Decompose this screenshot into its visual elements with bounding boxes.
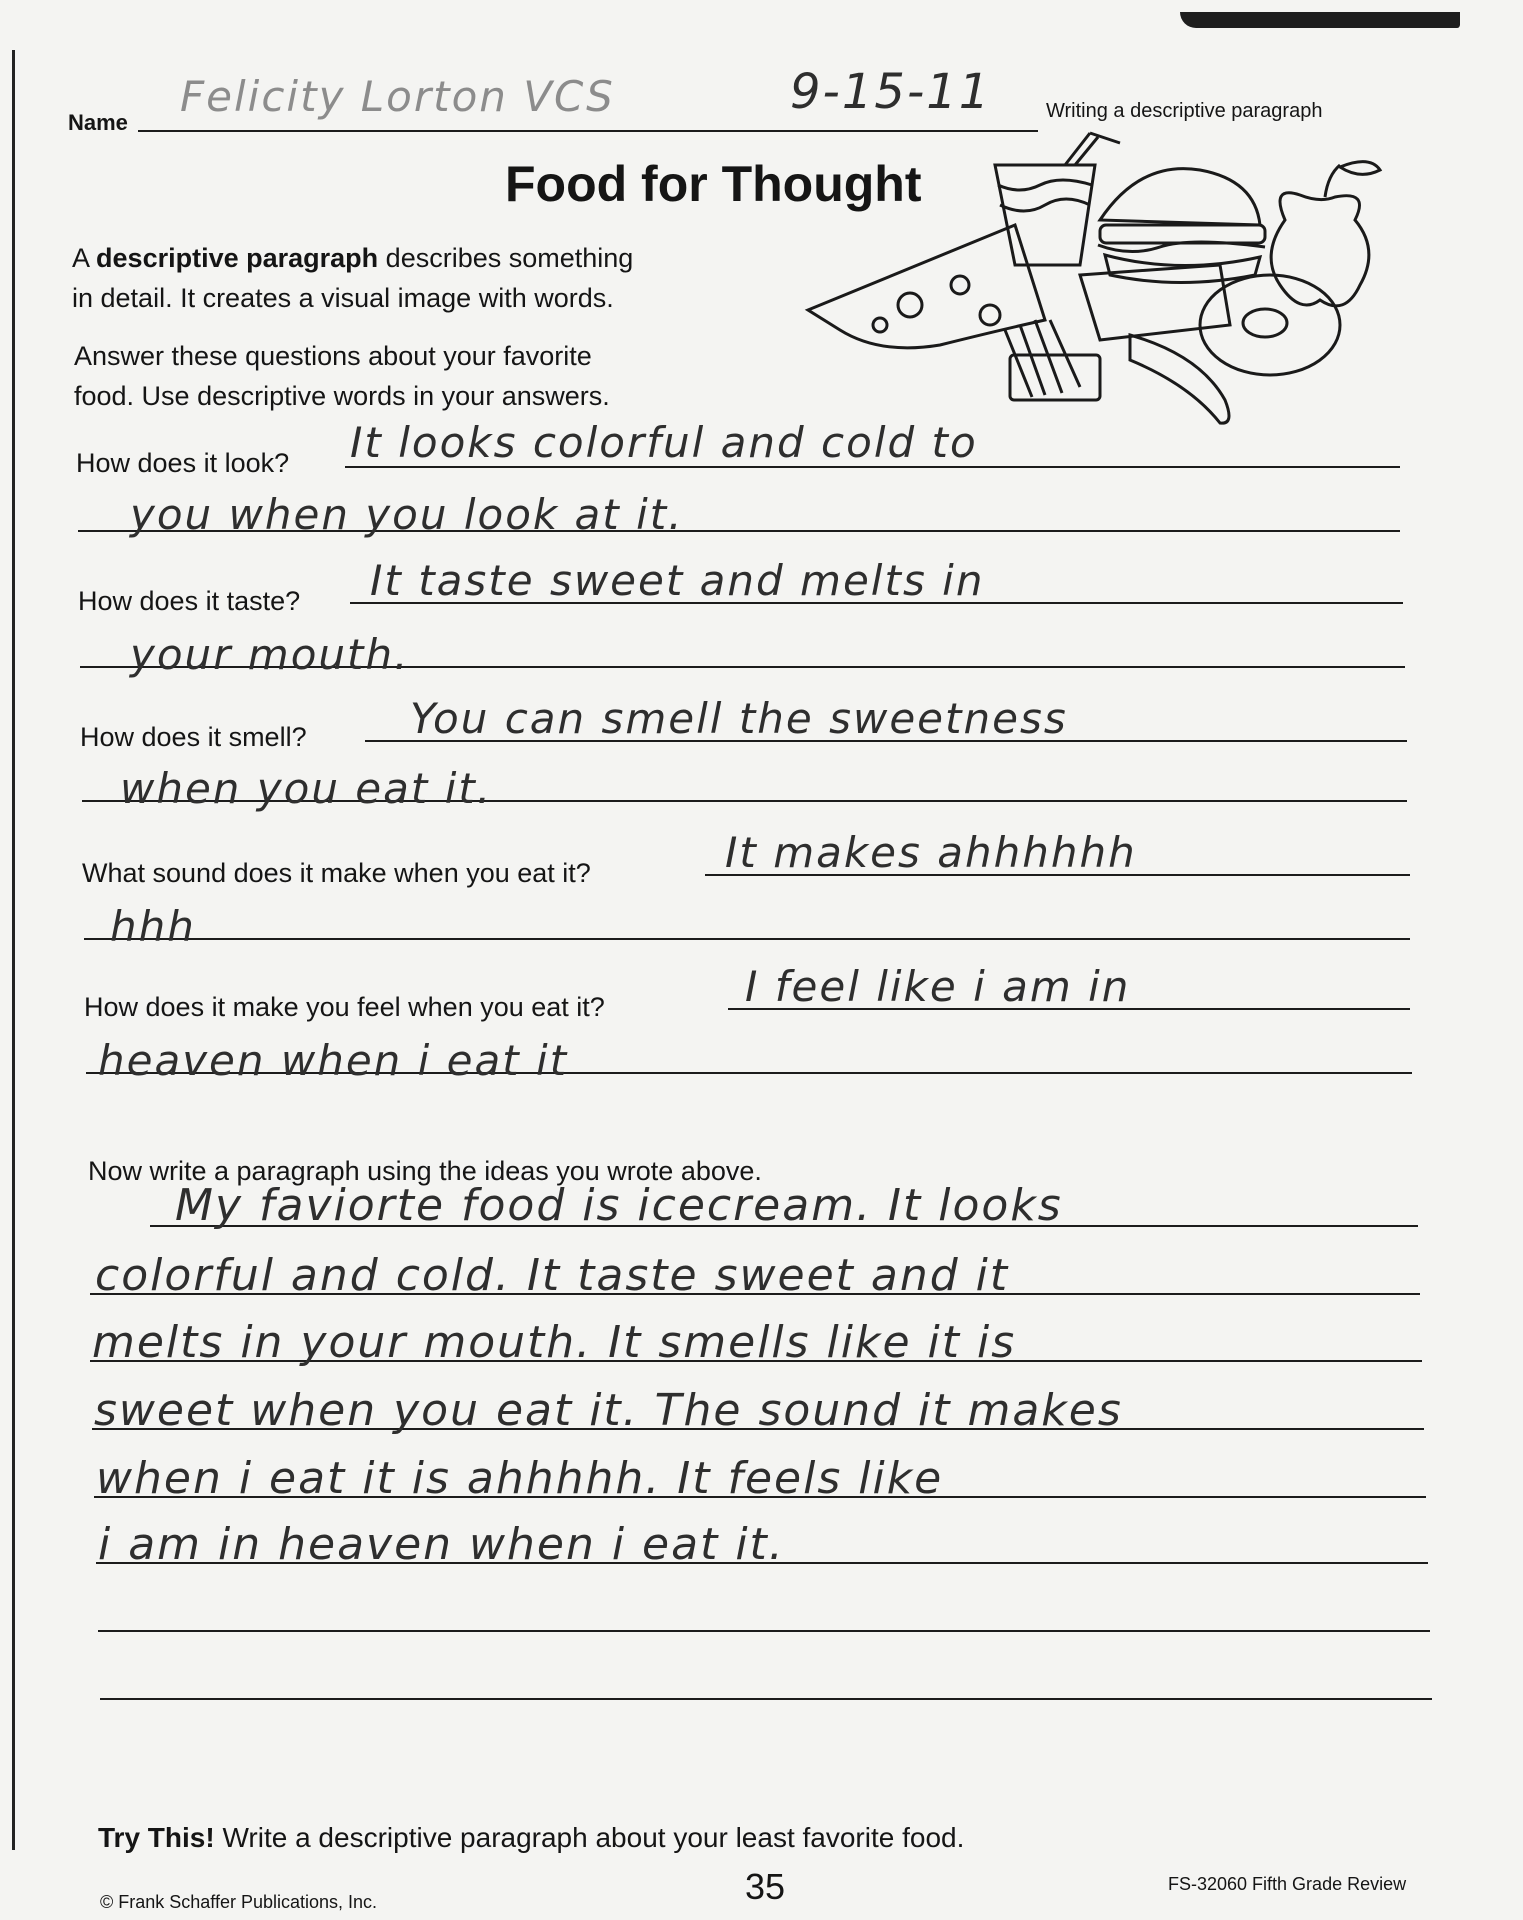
paragraph-line — [98, 1630, 1430, 1632]
intro-line-4: food. Use descriptive words in your answers. — [74, 381, 610, 411]
product-code: FS-32060 Fifth Grade Review — [1168, 1874, 1407, 1894]
worksheet-caption: Writing a descriptive paragraph — [1046, 100, 1323, 122]
intro-line-3: Answer these questions about your favorite — [74, 341, 592, 371]
food-illustration-icon — [800, 125, 1410, 425]
question-look: How does it look? — [76, 448, 290, 478]
paragraph-text-1: My faviorte food is icecream. It looks — [175, 1180, 1063, 1231]
question-taste: How does it taste? — [78, 586, 301, 616]
answer-look-1: It looks colorful and cold to — [350, 418, 978, 467]
page-edge-shadow — [12, 50, 15, 1850]
page-title: Food for Thought — [505, 156, 922, 212]
answer-sound-2: hhh — [110, 902, 196, 951]
answer-smell-2: when you eat it. — [120, 764, 493, 813]
question-smell: How does it smell? — [80, 722, 307, 752]
try-this-label: Try This! — [98, 1822, 215, 1853]
try-this — [98, 1822, 964, 1854]
paragraph-text-5: when i eat it is ahhhhh. It feels like — [96, 1453, 944, 1504]
intro-prefix: A — [72, 243, 89, 273]
intro-line-1 — [72, 238, 633, 278]
intro-suffix: describes something — [385, 243, 634, 273]
paragraph-text-6: i am in heaven when i eat it. — [98, 1519, 785, 1570]
date-value: 9-15-11 — [790, 64, 992, 120]
answer-feel-1: I feel like i am in — [745, 962, 1131, 1011]
copyright: © Frank Schaffer Publications, Inc. — [100, 1892, 378, 1912]
paragraph-text-3: melts in your mouth. It smells like it is — [92, 1317, 1017, 1368]
question-feel: How does it make you feel when you eat it? — [84, 992, 605, 1022]
intro-line-2: in detail. It creates a visual image with words. — [72, 283, 614, 313]
answer-line — [84, 938, 1410, 940]
answer-taste-2: your mouth. — [130, 630, 410, 679]
try-this-text: Write a descriptive paragraph about your least favorite food. — [222, 1822, 965, 1853]
paragraph-text-4: sweet when you eat it. The sound it makes — [94, 1385, 1123, 1436]
paragraph-prompt: Now write a paragraph using the ideas you wrote above. — [88, 1156, 762, 1186]
paragraph-line — [100, 1698, 1432, 1700]
paragraph-text-2: colorful and cold. It taste sweet and it — [95, 1250, 1010, 1301]
answer-sound-1: It makes ahhhhhh — [725, 828, 1137, 877]
name-label: Name — [68, 110, 128, 135]
answer-smell-1: You can smell the sweetness — [410, 694, 1068, 743]
scan-corner-mark — [1180, 12, 1460, 28]
page-number: 35 — [745, 1866, 786, 1907]
answer-look-2: you when you look at it. — [130, 490, 684, 539]
answer-feel-2: heaven when i eat it — [98, 1036, 569, 1085]
intro-term: descriptive paragraph — [96, 243, 379, 273]
name-value: Felicity Lorton VCS — [180, 72, 615, 121]
question-sound: What sound does it make when you eat it? — [82, 858, 591, 888]
answer-taste-1: It taste sweet and melts in — [370, 556, 985, 605]
